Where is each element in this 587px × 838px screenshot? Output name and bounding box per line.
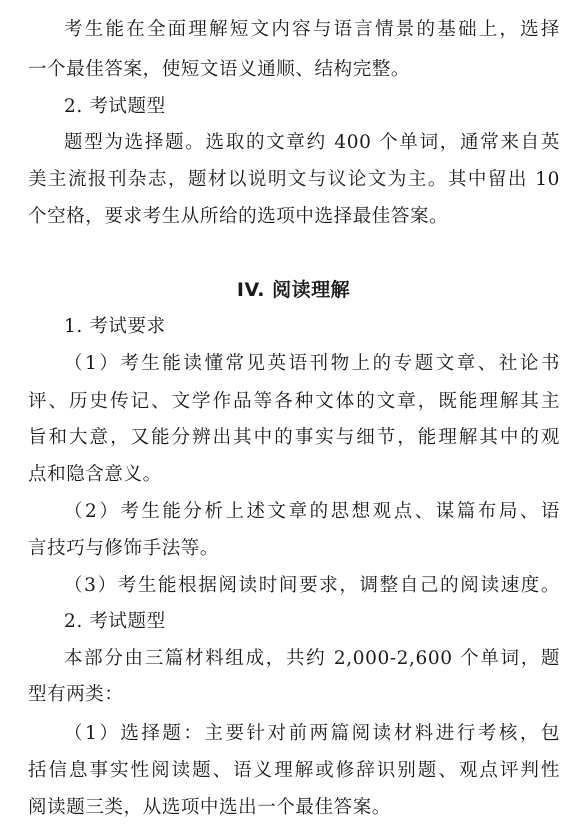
paragraph-line: 括信息事实性阅读题、语义理解或修辞识别题、观点评判性 [28,760,560,781]
paragraph-line: （3）考生能根据阅读时间要求，调整自己的阅读速度。 [64,575,560,596]
paragraph-line: 言技巧与修饰手法等。 [28,538,220,559]
paragraph-line: 个空格，要求考生从所给的选项中选择最佳答案。 [28,206,449,227]
section-label: 2. 考试题型 [64,611,166,632]
section-label: 2. 考试题型 [64,96,166,117]
paragraph-line: 评、历史传记、文学作品等各种文体的文章，既能理解其主 [28,391,560,412]
paragraph-line: 美主流报刊杂志，题材以说明文与议论文为主。其中留出 10 [28,169,560,190]
paragraph-line: （1）考生能读懂常见英语刊物上的专题文章、社论书 [64,353,560,374]
paragraph-line: 一个最佳答案，使短文语义通顺、结构完整。 [28,59,411,80]
paragraph-line: （1）选择题：主要针对前两篇阅读材料进行考核，包 [64,723,560,744]
paragraph-line: （2）考生能分析上述文章的思想观点、谋篇布局、语 [64,501,560,522]
paragraph-line: 阅读题三类，从选项中选出一个最佳答案。 [28,797,391,818]
paragraph-line: 型有两类： [28,684,124,705]
paragraph-line: 旨和大意，又能分辨出其中的事实与细节，能理解其中的观 [28,427,560,448]
paragraph-line: 题型为选择题。选取的文章约 400 个单词，通常来自英 [64,132,560,153]
paragraph-line: 本部分由三篇材料组成，共约 2,000-2,600 个单词，题 [64,648,560,669]
section-label: 1. 考试要求 [64,316,166,337]
section-heading: IV. 阅读理解 [236,279,351,301]
paragraph-line: 点和隐含意义。 [28,464,162,485]
paragraph-line: 考生能在全面理解短文内容与语言情景的基础上，选择 [64,19,560,40]
